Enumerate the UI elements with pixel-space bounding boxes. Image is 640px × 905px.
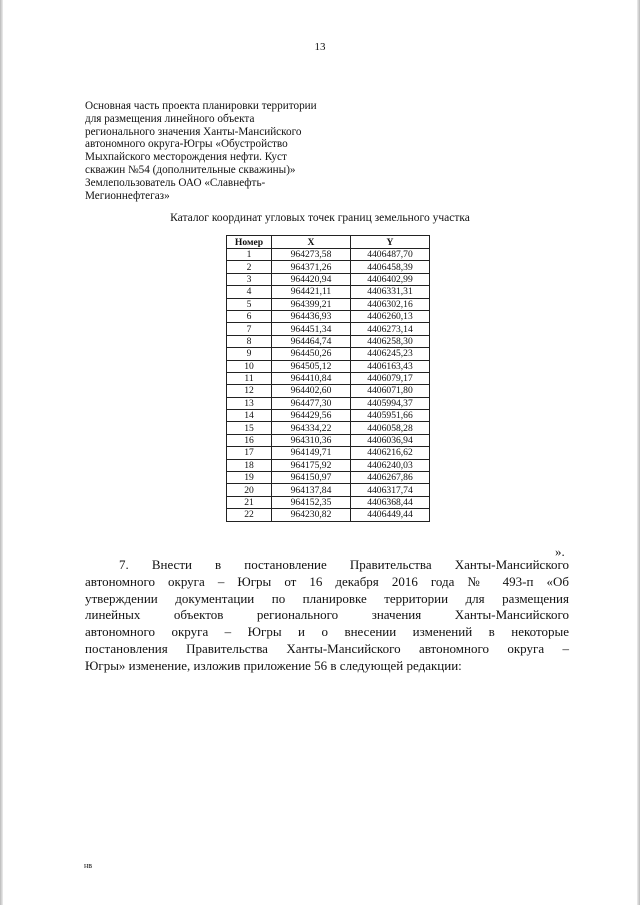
- cell-x: 964137,84: [272, 484, 351, 496]
- cell-number: 13: [227, 397, 272, 409]
- cell-y: 4406267,86: [351, 472, 430, 484]
- table-row: [227, 410, 430, 422]
- cell-x: 964505,12: [272, 360, 351, 372]
- cell-x: 964371,26: [272, 261, 351, 273]
- cell-y: 4406058,28: [351, 422, 430, 434]
- cell-y: 4406458,39: [351, 261, 430, 273]
- table-header-row: [227, 236, 430, 249]
- coordinates-table: [226, 235, 430, 522]
- cell-y: 4406245,23: [351, 348, 430, 360]
- cell-number: 15: [227, 422, 272, 434]
- cell-y: 4406368,44: [351, 496, 430, 508]
- cell-number: 2: [227, 261, 272, 273]
- cell-number: 5: [227, 298, 272, 310]
- table-row: [227, 261, 430, 273]
- table-row: [227, 434, 430, 446]
- cell-y: 4406331,31: [351, 286, 430, 298]
- cell-y: 4406487,70: [351, 249, 430, 261]
- coordinates-table-body: [227, 249, 430, 522]
- table-row: [227, 323, 430, 335]
- table-row: [227, 484, 430, 496]
- paragraph-line: Югры» изменение, изложив приложение 56 в следующей редакции:: [85, 657, 462, 673]
- cell-y: 4406079,17: [351, 372, 430, 384]
- cell-number: 20: [227, 484, 272, 496]
- paragraph-line: постановления Правительства Ханты-Мансийского автономного округа –: [85, 640, 569, 656]
- cell-x: 964152,35: [272, 496, 351, 508]
- cell-number: 1: [227, 249, 272, 261]
- table-row: [227, 422, 430, 434]
- cell-number: 11: [227, 372, 272, 384]
- cell-x: 964410,84: [272, 372, 351, 384]
- cell-y: 4406402,99: [351, 273, 430, 285]
- closing-quote: ».: [555, 544, 565, 559]
- table-row: [227, 348, 430, 360]
- cell-y: 4406449,44: [351, 509, 430, 521]
- cell-number: 21: [227, 496, 272, 508]
- cell-x: 964464,74: [272, 335, 351, 347]
- header-cell-number: Номер: [227, 236, 272, 249]
- table-row: [227, 335, 430, 347]
- cell-x: 964310,36: [272, 434, 351, 446]
- header-line: для размещения линейного объекта: [85, 112, 255, 125]
- paragraph-line: линейных объектов регионального значения Ханты-Мансийского: [85, 607, 569, 623]
- header-line: регионального значения Ханты-Мансийского: [85, 125, 302, 138]
- header-line: скважин №54 (дополнительные скважины)»: [85, 163, 296, 176]
- cell-number: 9: [227, 348, 272, 360]
- cell-number: 18: [227, 459, 272, 471]
- paragraph-line: автономного округа – Югры от 16 декабря 2016 года № 493-п «Об: [85, 573, 569, 589]
- table-row: [227, 447, 430, 459]
- cell-x: 964149,71: [272, 447, 351, 459]
- cell-y: 4406273,14: [351, 323, 430, 335]
- table-row: [227, 496, 430, 508]
- table-row: [227, 509, 430, 521]
- cell-x: 964421,11: [272, 286, 351, 298]
- table-row: [227, 385, 430, 397]
- footer-code: нв: [84, 861, 93, 870]
- header-cell-y: Y: [351, 236, 430, 249]
- cell-x: 964399,21: [272, 298, 351, 310]
- amendment-paragraph: [85, 557, 569, 675]
- cell-x: 964175,92: [272, 459, 351, 471]
- cell-number: 14: [227, 410, 272, 422]
- page-number: 13: [314, 41, 326, 53]
- header-line: Основная часть проекта планировки территории: [85, 100, 317, 112]
- cell-y: 4406258,30: [351, 335, 430, 347]
- table-row: [227, 298, 430, 310]
- table-row: [227, 249, 430, 261]
- table-row: [227, 472, 430, 484]
- cell-x: 964436,93: [272, 310, 351, 322]
- cell-y: 4406302,16: [351, 298, 430, 310]
- table-row: [227, 273, 430, 285]
- header-line: Землепользователь ОАО «Славнефть-: [85, 176, 266, 189]
- cell-x: 964150,97: [272, 472, 351, 484]
- cell-x: 964429,56: [272, 410, 351, 422]
- cell-x: 964420,94: [272, 273, 351, 285]
- cell-number: 12: [227, 385, 272, 397]
- cell-y: 4406216,62: [351, 447, 430, 459]
- cell-number: 16: [227, 434, 272, 446]
- cell-y: 4406260,13: [351, 310, 430, 322]
- cell-y: 4406317,74: [351, 484, 430, 496]
- cell-number: 7: [227, 323, 272, 335]
- header-line: Мыхпайского месторождения нефти. Куст: [85, 151, 287, 164]
- cell-x: 964402,60: [272, 385, 351, 397]
- header-cell-x: X: [272, 236, 351, 249]
- cell-number: 10: [227, 360, 272, 372]
- cell-y: 4405994,37: [351, 397, 430, 409]
- document-header: [85, 100, 385, 202]
- cell-x: 964230,82: [272, 509, 351, 521]
- cell-x: 964451,34: [272, 323, 351, 335]
- scan-edge-left: [0, 0, 3, 905]
- paragraph-line: утверждении документации по планировке территории для размещения: [85, 590, 569, 606]
- table-row: [227, 397, 430, 409]
- cell-number: 17: [227, 447, 272, 459]
- cell-number: 3: [227, 273, 272, 285]
- table-row: [227, 286, 430, 298]
- cell-number: 4: [227, 286, 272, 298]
- table-row: [227, 310, 430, 322]
- cell-y: 4406163,43: [351, 360, 430, 372]
- cell-number: 8: [227, 335, 272, 347]
- table-row: [227, 360, 430, 372]
- cell-y: 4405951,66: [351, 410, 430, 422]
- cell-number: 22: [227, 509, 272, 521]
- cell-y: 4406071,80: [351, 385, 430, 397]
- cell-x: 964450,26: [272, 348, 351, 360]
- paragraph-line: автономного округа – Югры и о внесении изменений в некоторые: [85, 624, 569, 640]
- cell-x: 964334,22: [272, 422, 351, 434]
- header-line: Мегионнефтегаз»: [85, 189, 170, 202]
- table-row: [227, 372, 430, 384]
- cell-x: 964273,58: [272, 249, 351, 261]
- cell-y: 4406036,94: [351, 434, 430, 446]
- cell-number: 19: [227, 472, 272, 484]
- cell-x: 964477,30: [272, 397, 351, 409]
- header-line: автономного округа-Югры «Обустройство: [85, 138, 288, 151]
- table-row: [227, 459, 430, 471]
- cell-number: 6: [227, 310, 272, 322]
- paragraph-line: 7. Внести в постановление Правительства Ханты-Мансийского: [119, 557, 569, 572]
- table-title: Каталог координат угловых точек границ земельного участка: [170, 212, 470, 224]
- cell-y: 4406240,03: [351, 459, 430, 471]
